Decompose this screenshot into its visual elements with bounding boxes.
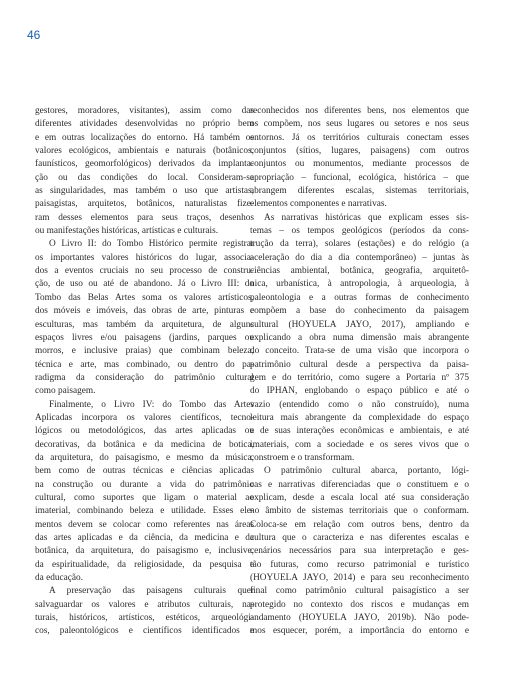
text-line: esculturas, mas também da arquitetura, de alguns [35, 319, 254, 330]
text-line: compõem a base do conhecimento da paisagem [250, 306, 469, 317]
text-line: reconhecidos nos diferentes bens, nos elementos que [250, 106, 469, 116]
text-line: do conceito. Trata-se de uma visão que incorpora o [250, 346, 469, 357]
text-line: espaços livres e/ou paisagens (jardins, parques ou [35, 332, 254, 343]
text-line: e de suas interações econômicas e ambientais, e até [250, 426, 469, 437]
text-line: trução da terra), solares (estações) e do relógio (a [250, 239, 469, 250]
text-line: imateriais, com a sociedade e os seres vivos que o [250, 439, 469, 450]
text-line: O patrimônio cultural abarca, portanto, lógi- [264, 466, 469, 477]
text-line: na construção ou durante a vida do patrimônio [35, 479, 254, 490]
text-line: apropriação – funcional, ecológica, histórica – que [250, 172, 469, 183]
left-text-column [35, 105, 254, 639]
text-line: paisagistas, arquitetos, botânicos, naturalistas fize- [35, 199, 254, 210]
text-line: gestores, moradores, visitantes), assim como das [35, 106, 254, 116]
text-line: conjuntos (sítios, lugares, paisagens) com outros [250, 146, 469, 157]
text-line: Tombo das Belas Artes soma os valores artísticos, [35, 292, 254, 303]
text-line: bem como de outras técnicas e ciências aplicadas [35, 466, 254, 477]
text-line: no âmbito de sistemas territoriais que o conformam. [250, 506, 469, 517]
text-line: abrangem diferentes escalas, sistemas territoriais, [250, 186, 469, 197]
text-line: radigma da consideração do patrimônio cultural [35, 372, 254, 383]
text-line: Coloca-se em relação com outros bens, dentro da [250, 519, 469, 530]
text-line: morros, e inclusive praias) que combinam beleza, [35, 346, 254, 357]
text-line: cultural (HOYUELA JAYO, 2017), ampliando e [250, 319, 469, 330]
text-line: patrimônio cultural desde a perspectiva da paisa- [250, 359, 469, 370]
text-line: entornos. Já os territórios culturais conectam esses [250, 132, 469, 143]
text-line: (HOYUELA JAYO, 2014) e para seu reconhecimento [250, 573, 469, 584]
text-line: salvaguardar os valores e atributos culturais, na- [35, 599, 254, 610]
text-line: elementos componentes e narrativas. [250, 199, 387, 210]
text-line: Finalmente, o Livro IV: do Tombo das Artes [49, 399, 254, 410]
text-line: tão futuras, como recurso patrimonial e turístico [250, 559, 469, 570]
right-text-column [250, 105, 469, 639]
text-line: diferentes atividades desenvolvidas no próprio bem [35, 119, 254, 130]
text-line: gem e do território, como sugere a Portaria nº 375 [250, 372, 469, 383]
text-line: temas – os tempos geológicos (períodos da cons- [250, 226, 469, 237]
text-line: cas e narrativas diferenciadas que o constituem e o [250, 479, 469, 490]
text-line: os importantes valores históricos do lugar, associa- [35, 252, 254, 263]
text-line: cos, paleontológicos e científicos identificados e [35, 626, 254, 637]
text-line: as singularidades, mas também o uso que artistas, [35, 186, 254, 197]
text-line: valores ecológicos, ambientais e naturais (botânicos, [35, 146, 254, 157]
text-line: e em outras localizações do entorno. Há também os [35, 132, 254, 143]
text-line: explicam, desde a escala local até sua consideração [250, 492, 469, 503]
text-line: conjuntos ou monumentos, mediante processos de [250, 159, 469, 170]
text-line: aceleração do dia a dia contemporâneo) – juntas às [250, 252, 469, 263]
text-line: paleontologia e a outras formas de conhecimento [250, 292, 469, 303]
text-line: dos a eventos cruciais no seu processo de constru- [35, 266, 254, 277]
page-number: 46 [27, 28, 41, 42]
text-line: cultural, como suportes que ligam o material ao [35, 492, 254, 503]
text-line: do IPHAN, englobando o espaço público e até o [250, 386, 469, 397]
text-line: faunísticos, geomorfológicos) derivados da implanta- [35, 159, 254, 170]
text-line: como paisagem. [35, 386, 96, 397]
text-line: cultura que o caracteriza e nas diferentes escalas e [250, 533, 469, 543]
text-line: leitura mais abrangente da complexidade do espaço [250, 412, 469, 423]
text-line: lógicos ou metodológicos, das artes aplicadas ou [35, 426, 254, 437]
text-line: andamento (HOYUELA JAYO, 2019b). Não pode- [250, 613, 469, 624]
text-line: da arquitetura, do paisagismo, e mesmo da música, [35, 452, 254, 463]
text-line: constroem e o transformam. [250, 452, 355, 463]
text-line: final como patrimônio cultural paisagístico a ser [250, 586, 469, 597]
text-line: da espiritualidade, da religiosidade, da pesquisa e [35, 559, 254, 570]
text-line: mos esquecer, porém, a importância do entorno e [250, 626, 469, 637]
text-line: técnica e arte, mas combinado, ou dentro do pa- [35, 359, 254, 370]
text-line: ram desses elementos para seus traços, desenhos [35, 212, 254, 223]
text-line: ou manifestações históricas, artísticas e culturais. [35, 226, 219, 237]
text-line: vazio (entendido como o não construído), numa [250, 399, 469, 410]
text-line: mentos devem se colocar como referentes nas áreas [35, 519, 254, 530]
text-line: protegido no contexto dos riscos e mudanças em [250, 599, 469, 610]
text-line: ção, de uso ou até de abandono. Já o Livro III: do [35, 279, 254, 290]
text-line: decorativas, da botânica e da medicina de botica, [35, 439, 254, 450]
text-line: botânica, da arquitetura, do paisagismo e, inclusive, [35, 546, 254, 557]
text-line: ciências ambiental, botânica, geografia, arquitetô- [250, 266, 469, 277]
text-line: imaterial, combinando beleza e utilidade. Esses ele- [35, 506, 254, 517]
text-line: das artes aplicadas e da ciência, da medicina e da [35, 533, 254, 543]
text-line: As narrativas históricas que explicam esses sis- [264, 212, 469, 223]
text-line: O Livro II: do Tombo Histórico permite registrar [49, 239, 254, 250]
text-line: os compõem, nos seus lugares ou setores e nos seus [250, 119, 469, 130]
text-line: nica, urbanística, à antropologia, à arqueologia, à [250, 279, 469, 290]
text-line: explicando a obra numa dimensão mais abrangente [250, 332, 469, 343]
text-line: cenários necessários para sua interpretação e ges- [250, 546, 469, 557]
text-line: da educação. [35, 573, 84, 584]
text-line: turais, históricos, artísticos, estéticos, arqueológi- [35, 613, 254, 624]
text-line: Aplicadas incorpora os valores científicos, tecno- [35, 412, 254, 423]
text-line: A preservação das paisagens culturais quer [49, 586, 254, 597]
text-line: dos móveis e imóveis, das obras de arte, pinturas e [35, 306, 254, 317]
text-line: ção ou das condições do local. Consideram-se [35, 172, 254, 183]
